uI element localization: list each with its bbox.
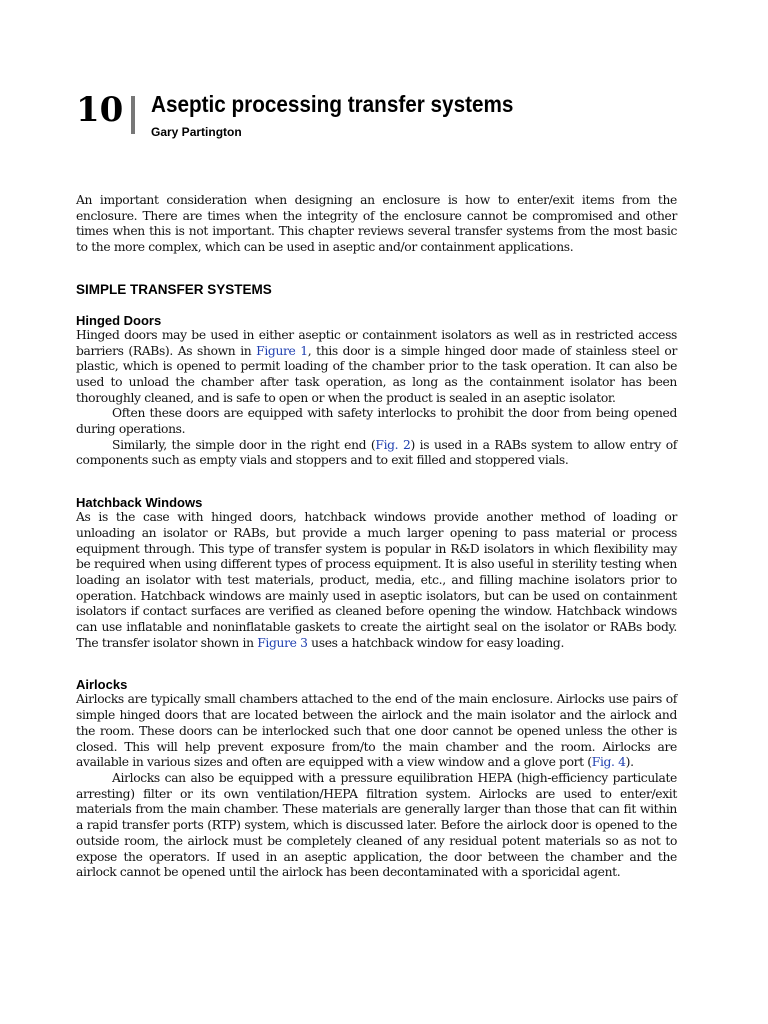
figure-2-link[interactable]: Fig. 2 [375,437,411,452]
text-run: As is the case with hinged doors, hatchback windows provide another method of loading or unloading an isolator or RABs, but provide a much larger opening to pass material or process equipment through. This type of transfer system is popular in R&D isolators in which flexibility may be required when using different types of process equipment. It is also useful in sterility testing when loading an isolator with test materials, product, media, etc., and filling machine isolators prior to operation. Hatchback windows are mainly used in aseptic isolators, but can be used on containment isolators if contact surfaces are verified as cleaned before opening the window. Hatchback windows can use inflatable and noninflatable gaskets to create the airtight seal on the isolator or RABs body. The transfer isolator shown in [76,510,677,650]
text-run: ). [625,755,634,770]
text-run: Similarly, the simple door in the right end ( [112,437,376,452]
airlocks-paragraph-1 [76,692,677,771]
text-run: ) is used in a RABs system to allow entry of components such as empty vials and stoppers and to exit filled and stoppered vials. [76,437,677,468]
text-run: Airlocks are typically small chambers attached to the end of the main enclosure. Airlocks use pairs of simple hinged doors that are located between the airlock and the main isolator and the airlock and the room. These doors can be interlocked such that one door cannot be opened unless the other is closed. This will help prevent exposure from/to the main chamber and the room. Airlocks are available in various sizes and often are equipped with a view window and a glove port ( [76,692,677,770]
chapter-divider [131,96,135,134]
body-text [76,193,677,881]
airlocks-paragraph-2: Airlocks can also be equipped with a pressure equilibration HEPA (high-efficiency particulate arresting) filter or its own ventilation/HEPA filtration system. Airlocks are used to enter/exit materials from the main chamber. These materials are generally larger than those that can fit within a rapid transfer ports (RTP) system, which is discussed later. Before the airlock door is opened to the outside room, the airlock must be completely cleaned of any residual potent materials so as not to expose the operators. If used in an aseptic application, the door between the chamber and the airlock cannot be opened until the airlock has been decontaminated with a sporicidal agent. [76,770,677,880]
subheading-airlocks: Airlocks [76,677,128,693]
subheading-hinged-doors: Hinged Doors [76,312,162,328]
figure-3-link[interactable]: Figure 3 [257,635,308,650]
text-run: , this door is a simple hinged door made of stainless steel or plastic, which is opened to permit loading of the chamber prior to the task operation. It can also be used to unload the chamber after task operation, as long as the containment isolator has been thoroughly cleaned, and is safe to open or when the product is sealed in an aseptic isolator. [76,343,677,405]
chapter-header [76,86,696,146]
figure-4-link[interactable]: Fig. 4 [591,755,626,770]
text-run: Hinged doors may be used in either aseptic or containment isolators as well as in restricted access barriers (RABs). As shown in [76,327,677,358]
section-heading: SIMPLE TRANSFER SYSTEMS [76,281,272,297]
text-run: uses a hatchback window for easy loading. [307,635,565,650]
hatchback-paragraph [76,510,677,651]
intro-paragraph: An important consideration when designing an enclosure is how to enter/exit items from the enclosure. There are times when the integrity of the enclosure cannot be compromised and other times when this is not important. This chapter reviews several transfer systems from the most basic to the more complex, which can be used in aseptic and/or containment applications. [76,193,677,255]
subheading-hatchback-windows: Hatchback Windows [76,495,203,511]
figure-1-link[interactable]: Figure 1 [256,343,308,358]
chapter-number: 10 [76,90,124,130]
chapter-title: Aseptic processing transfer systems [151,91,514,117]
hinged-paragraph-2: Often these doors are equipped with safety interlocks to prohibit the door from being opened during operations. [76,406,677,437]
hinged-paragraph-3 [76,438,677,469]
hinged-paragraph-1 [76,328,677,407]
chapter-author: Gary Partington [151,125,242,139]
